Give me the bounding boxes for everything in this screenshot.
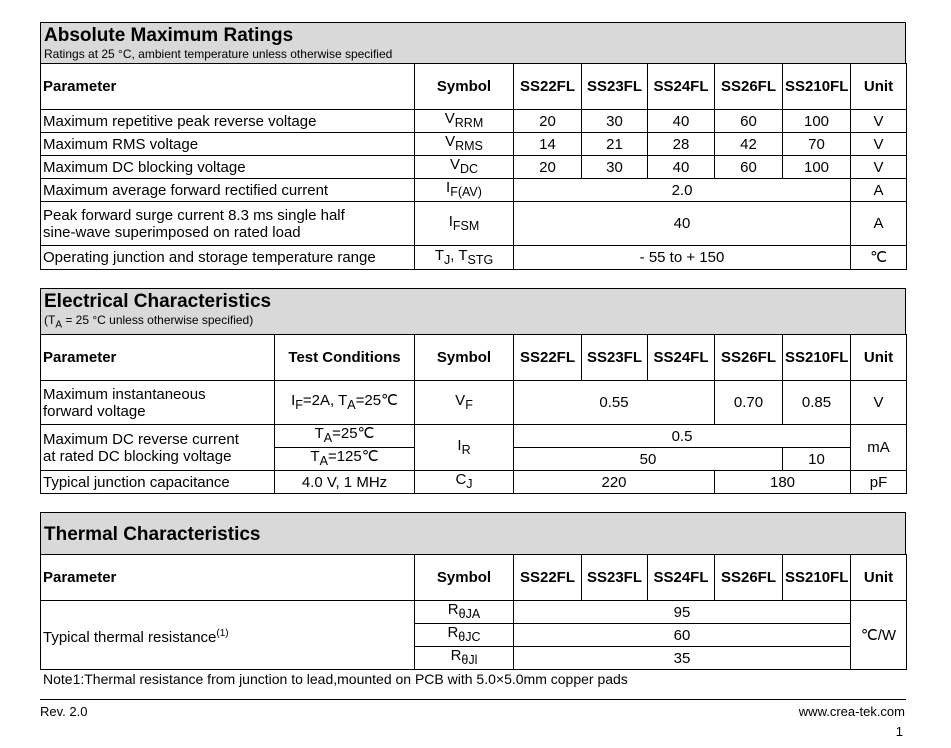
amr-header-row [41, 64, 907, 110]
symbol-cell: $I_{F(AV)}$ [415, 179, 514, 202]
table-row [41, 156, 907, 179]
ec-subtitle: ($T_A = 25$ °C unless otherwise specified) [44, 313, 254, 331]
condition-cell: $T_A=25℃$ [275, 425, 415, 448]
col-header: SS26FL [715, 555, 783, 601]
col-header: SS210FL [783, 335, 851, 381]
symbol-cell: $R_{\theta JA}$ [415, 601, 514, 624]
value-cell: 0.5 [514, 425, 851, 448]
absolute-maximum-ratings-section [40, 22, 906, 270]
param-cell: Maximum average forward rectified current [41, 179, 415, 202]
amr-table [40, 63, 907, 270]
value-cell: 40 [648, 156, 715, 179]
table-row [41, 110, 907, 133]
value-cell: 35 [514, 647, 851, 670]
unit-cell: A [851, 179, 907, 202]
value-cell: 180 [715, 471, 851, 494]
col-header: SS23FL [582, 555, 648, 601]
revision-label: Rev. 2.0 [40, 704, 88, 719]
value-cell: 30 [582, 110, 648, 133]
amr-title: Absolute Maximum Ratings [44, 25, 294, 46]
symbol-cell: $R_{\theta JC}$ [415, 624, 514, 647]
website-link[interactable]: www.crea-tek.com [798, 704, 905, 719]
condition-cell: $I_F=2A$, $T_A=25℃$ [275, 381, 415, 425]
amr-header [40, 22, 906, 63]
ec-table [40, 334, 907, 494]
col-header: SS210FL [783, 555, 851, 601]
tc-table [40, 554, 907, 670]
param-cell: Maximum repetitive peak reverse voltage [41, 110, 415, 133]
value-cell: 50 [514, 448, 783, 471]
value-cell: 60 [715, 110, 783, 133]
value-cell: 30 [582, 156, 648, 179]
col-header: SS26FL [715, 335, 783, 381]
unit-cell: ℃/W [851, 601, 907, 670]
value-cell: 40 [648, 110, 715, 133]
value-cell: 100 [783, 110, 851, 133]
value-cell: 0.55 [514, 381, 715, 425]
value-cell: 14 [514, 133, 582, 156]
unit-cell: V [851, 133, 907, 156]
col-header: SS26FL [715, 64, 783, 110]
param-cell: Operating junction and storage temperature range [41, 246, 415, 270]
symbol-cell: $C_J$ [415, 471, 514, 494]
value-cell: 40 [514, 202, 851, 246]
electrical-characteristics-section [40, 288, 906, 494]
table-row [41, 471, 907, 494]
value-cell: 28 [648, 133, 715, 156]
unit-cell: V [851, 156, 907, 179]
ec-title: Electrical Characteristics [44, 291, 272, 312]
table-row [41, 381, 907, 425]
symbol-cell: $V_{RMS}$ [415, 133, 514, 156]
symbol-cell: $T_J$, $T_{STG}$ [415, 246, 514, 270]
tc-title: Thermal Characteristics [44, 523, 261, 545]
ec-header [40, 288, 906, 334]
symbol-cell: $V_F$ [415, 381, 514, 425]
param-cell: Maximum RMS voltage [41, 133, 415, 156]
col-header: Symbol [415, 64, 514, 110]
param-cell: Maximum DC reverse current at rated DC blocking voltage [41, 425, 275, 471]
unit-cell: ℃ [851, 246, 907, 270]
symbol-cell: $V_{RRM}$ [415, 110, 514, 133]
page-number: 1 [895, 724, 903, 739]
col-header: SS24FL [648, 335, 715, 381]
param-cell: Typical junction capacitance [41, 471, 275, 494]
value-cell: 20 [514, 110, 582, 133]
value-cell: 60 [715, 156, 783, 179]
symbol-cell: $R_{\theta Jl}$ [415, 647, 514, 670]
value-cell: 21 [582, 133, 648, 156]
col-header: SS24FL [648, 64, 715, 110]
tc-header-row [41, 555, 907, 601]
unit-cell: mA [851, 425, 907, 471]
table-row [41, 179, 907, 202]
col-header: SS22FL [514, 64, 582, 110]
symbol-cell: $I_R$ [415, 425, 514, 471]
value-cell: 95 [514, 601, 851, 624]
unit-cell: pF [851, 471, 907, 494]
ec-header-row [41, 335, 907, 381]
col-header: Parameter [41, 555, 415, 601]
value-cell: - 55 to + 150 [514, 246, 851, 270]
value-cell: 20 [514, 156, 582, 179]
table-row [41, 133, 907, 156]
col-header: Unit [851, 555, 907, 601]
col-header: Unit [851, 64, 907, 110]
value-cell: 0.70 [715, 381, 783, 425]
col-header: SS22FL [514, 555, 582, 601]
unit-cell: A [851, 202, 907, 246]
thermal-characteristics-section [40, 512, 906, 670]
table-row [41, 246, 907, 270]
col-header: SS23FL [582, 335, 648, 381]
col-header: SS24FL [648, 555, 715, 601]
tc-header [40, 512, 906, 554]
value-cell: 220 [514, 471, 715, 494]
condition-cell: 4.0 V, 1 MHz [275, 471, 415, 494]
col-header: SS210FL [783, 64, 851, 110]
value-cell: 100 [783, 156, 851, 179]
symbol-cell: $V_{DC}$ [415, 156, 514, 179]
symbol-cell: $I_{FSM}$ [415, 202, 514, 246]
col-header: Parameter [41, 335, 275, 381]
table-row [41, 601, 907, 624]
param-cell: Maximum instantaneous forward voltage [41, 381, 275, 425]
value-cell: 70 [783, 133, 851, 156]
col-header: SS23FL [582, 64, 648, 110]
footer-divider [40, 699, 906, 700]
param-cell: Typical thermal resistance$^{(1)}$ [41, 601, 415, 670]
amr-subtitle: Ratings at 25 °C, ambient temperature unless otherwise specified [44, 47, 393, 61]
condition-cell: $T_A=125℃$ [275, 448, 415, 471]
table-row [41, 425, 907, 448]
unit-cell: V [851, 110, 907, 133]
param-cell: Peak forward surge current 8.3 ms single half sine-wave superimposed on rated load [41, 202, 415, 246]
footnote: Note1:Thermal resistance from junction to lead,mounted on PCB with 5.0×5.0mm copper pads [43, 671, 628, 687]
col-header: Symbol [415, 335, 514, 381]
value-cell: 0.85 [783, 381, 851, 425]
unit-cell: V [851, 381, 907, 425]
col-header: Test Conditions [275, 335, 415, 381]
col-header: Symbol [415, 555, 514, 601]
param-cell: Maximum DC blocking voltage [41, 156, 415, 179]
table-row [41, 202, 907, 246]
value-cell: 60 [514, 624, 851, 647]
col-header: SS22FL [514, 335, 582, 381]
value-cell: 2.0 [514, 179, 851, 202]
col-header: Unit [851, 335, 907, 381]
col-header: Parameter [41, 64, 415, 110]
value-cell: 42 [715, 133, 783, 156]
value-cell: 10 [783, 448, 851, 471]
